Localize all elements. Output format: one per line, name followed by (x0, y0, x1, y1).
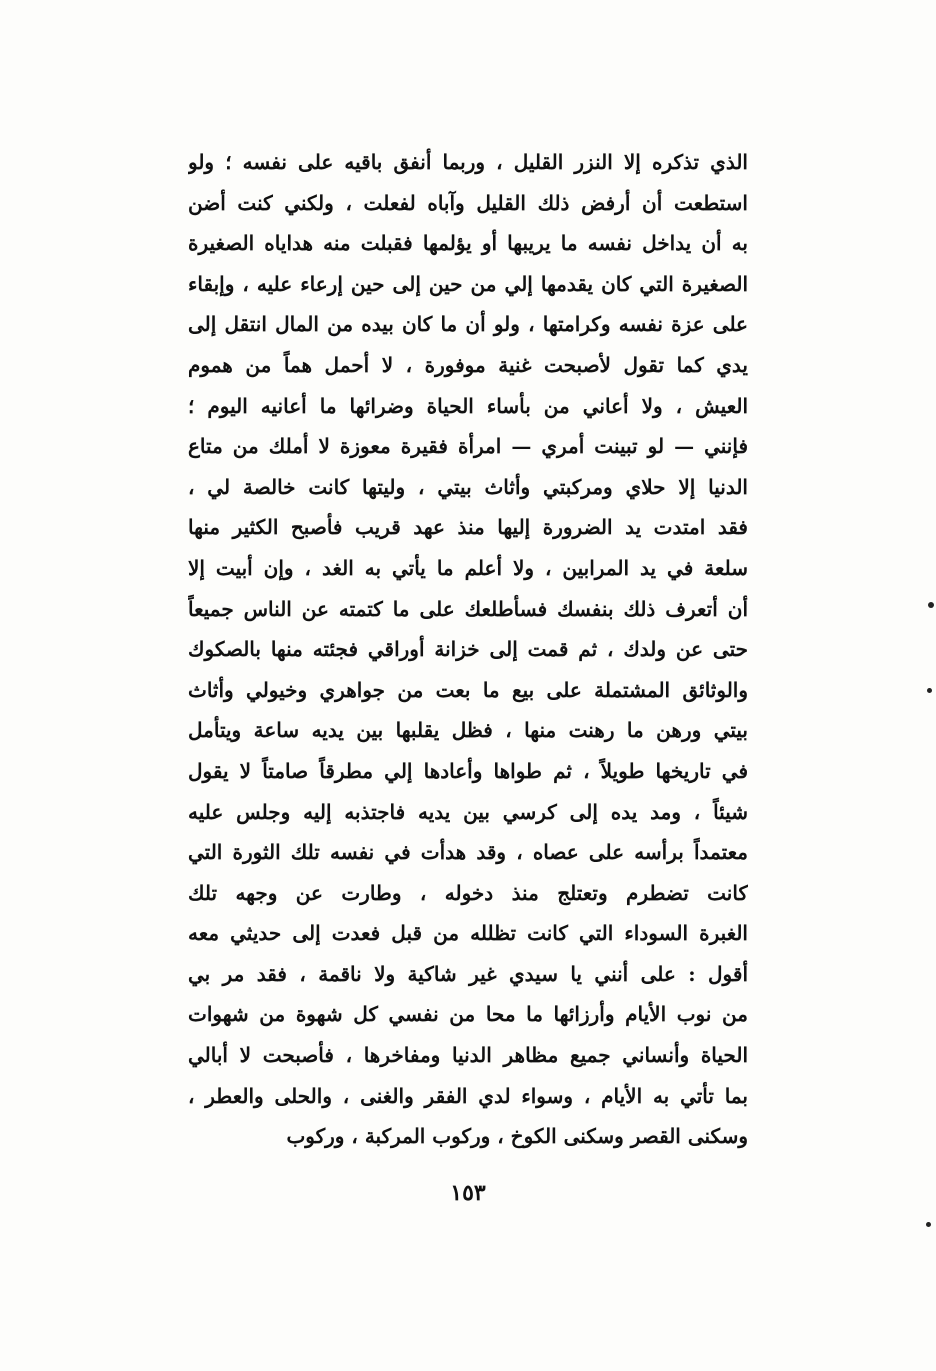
text-line: أن أتعرف ذلك بنفسك فسأطلعك على ما كتمته عن الناس جميعاً (188, 596, 748, 621)
text-line: الصغيرة التي كان يقدمها إلي من حين إلى حين إرعاء عليه ، وإبقاء (188, 271, 748, 296)
text-line: من نوب الأيام وأرزائها ما محا من نفسي كل شهوة من شهوات (188, 1002, 748, 1027)
text-line: بما تأتي به الأيام ، وسواء لدي الفقر والغنى ، والحلى والعطر ، (188, 1083, 748, 1108)
page-number: ١٥٣ (450, 1180, 486, 1206)
text-line: والوثائق المشتملة على بيع ما بعت من جواهري وخيولي وأثاث (188, 677, 748, 702)
text-line: فقد امتدت يد الضرورة إليها منذ عهد قريب فأصبح الكثير منها (188, 515, 748, 540)
text-line: فإنني — لو تبينت أمري — امرأة فقيرة معوزة لا أملك من متاع (188, 434, 748, 459)
text-line: أقول : على أنني يا سيدي غير شاكية ولا ناقمة ، فقد مر بي (188, 961, 748, 986)
text-line: وسكنى القصر وسكنى الكوخ ، وركوب المركبة ، وركوب (286, 1124, 748, 1149)
text-line: العيش ، ولا أعاني من بأساء الحياة وضرائها ما أعانيه اليوم ؛ (188, 393, 748, 418)
body-text (188, 142, 748, 1157)
text-line: حتى عن ولدك ، ثم قمت إلى خزانة أوراقي فجئته منها بالصكوك (188, 637, 748, 662)
scan-speck (928, 602, 934, 608)
text-line: استطعت أن أرفض ذلك القليل وآباه لفعلت ، ولكني كنت أضن (188, 190, 748, 215)
text-line: يدي كما تقول لأصبحت غنية موفورة ، لا أحمل هماً من هموم (188, 352, 748, 377)
text-line: شيئاً ، ومد يده إلى كرسي بين يديه فاجتذبه إليه وجلس عليه (188, 799, 748, 824)
text-line: في تاريخها طويلاً ، ثم طواها وأعادها إلي مطرقاً صامتاً لا يقول (188, 758, 748, 783)
text-line: على عزة نفسه وكرامتها ، ولو أن ما كان بيده من المال انتقل إلى (188, 312, 748, 337)
text-line: الغبرة السوداء التي كانت تظلله من قبل فعدت إلى حديثي معه (188, 921, 748, 946)
text-line: بيتي ورهن ما رهنت منها ، فظل يقلبها بين يديه ساعة ويتأمل (188, 718, 748, 743)
text-line: الحياة وأنساني جميع مظاهر الدنيا ومفاخرها ، فأصبحت لا أبالي (188, 1043, 748, 1068)
scan-speck (927, 688, 932, 693)
text-line: الذي تذكره إلا النزر القليل ، وربما أنفق باقيه على نفسه ؛ ولو (188, 150, 748, 174)
text-line: كانت تضطرم وتعتلج منذ دخوله ، وطارت عن وجهه تلك (188, 880, 748, 905)
text-line: به أن يداخل نفسه ما يريبها أو يؤلمها فقبلت منه هداياه الصغيرة (188, 231, 748, 256)
scan-speck (926, 1222, 931, 1227)
text-line: سلعة في يد المرابين ، ولا أعلم ما يأتي به الغد ، وإن أبيت إلا (188, 555, 748, 580)
text-line: الدنيا إلا حلاي ومركبتي وأثاث بيتي ، وليتها كانت خالصة لي ، (188, 474, 748, 499)
text-line: معتمداً برأسه على عصاه ، وقد هدأت في نفسه تلك الثورة التي (188, 840, 748, 865)
